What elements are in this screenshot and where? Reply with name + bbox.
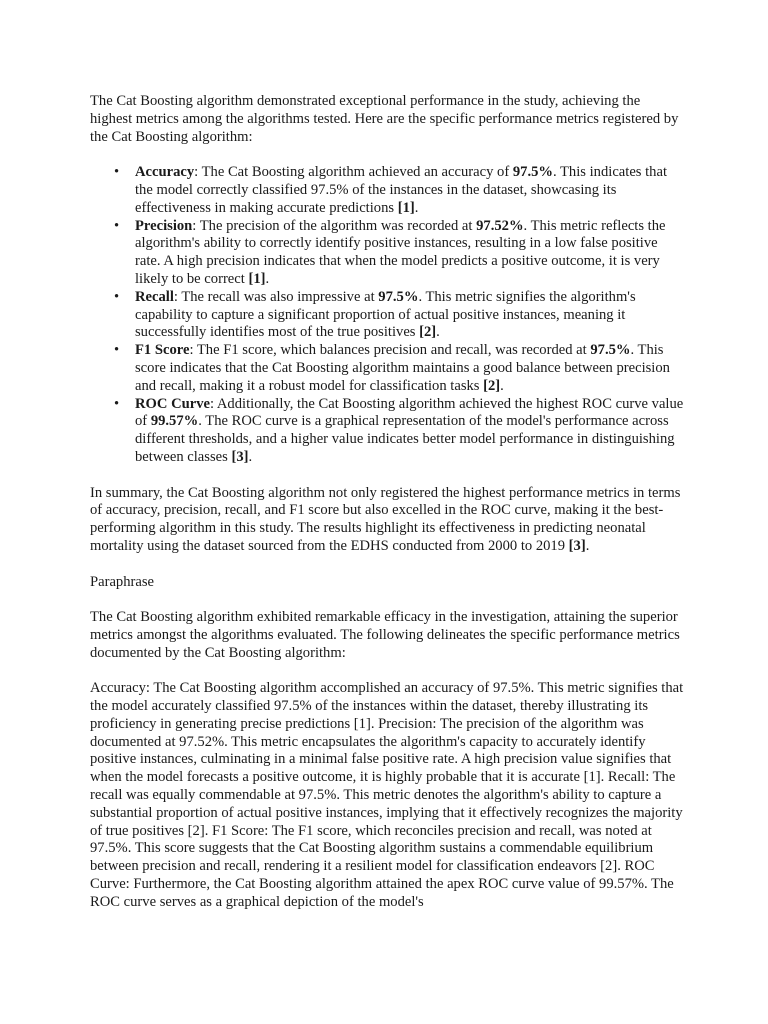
citation-ref: [3]	[231, 448, 249, 465]
metric-term: F1 Score	[135, 342, 190, 359]
metric-term: Precision	[135, 217, 193, 234]
metric-text: .	[265, 270, 270, 287]
metric-text: .	[436, 324, 440, 341]
metric-term: ROC Curve	[135, 395, 210, 412]
metric-text: .	[248, 448, 253, 465]
metric-text: . This metric signifies the algorithm's capability to capture a significant proportion of actual positive instances, meaning it successfully identifies most of the true positives	[135, 288, 636, 341]
metric-text: : The recall was also impressive at	[173, 288, 379, 305]
intro-paragraph: The Cat Boosting algorithm demonstrated exceptional performance in the study, achieving the highest metrics among the algorithms tested. Here are the specific performance metrics registered by the Cat Boosting algorithm:	[90, 93, 679, 145]
citation-ref: [1]	[397, 199, 415, 216]
metric-text: . The ROC curve is a graphical representation of the model's performance across different thresholds, and a higher value indicates better model performance in distinguishing between classes	[135, 413, 675, 465]
metric-text: : The Cat Boosting algorithm achieved an accuracy of	[194, 164, 513, 181]
metric-value: 97.52%	[476, 217, 524, 234]
metric-value: 99.57%	[150, 413, 199, 430]
paraphrase-intro: The Cat Boosting algorithm exhibited remarkable efficacy in the investigation, attaining the superior metrics amongst the algorithms evaluated. The following delineates the specific performance metrics documented by the Cat Boosting algorithm:	[90, 609, 680, 661]
metric-text: : Additionally, the Cat Boosting algorithm achieved the highest ROC curve value of	[135, 395, 684, 430]
metric-value: 97.5%	[378, 288, 419, 305]
metric-text: .	[414, 199, 419, 216]
list-item	[135, 289, 686, 342]
list-item	[135, 218, 686, 289]
list-item	[135, 396, 686, 467]
summary-text: In summary, the Cat Boosting algorithm not only registered the highest performance metrics in terms of accuracy, precision, recall, and F1 score but also excelled in the ROC curve, making it the best-performing algorithm in this study. The results highlight its effectiveness in predicting neonatal mortality using the dataset sourced from the EDHS conducted from 2000 to 2019	[90, 484, 681, 554]
citation-ref: [3]	[568, 537, 586, 554]
citation-ref: [1]	[248, 270, 266, 287]
summary-paragraph	[90, 485, 686, 556]
paraphrase-heading: Paraphrase	[90, 573, 155, 590]
document-page	[90, 93, 686, 929]
list-item	[135, 164, 686, 217]
metric-text: : The precision of the algorithm was recorded at	[192, 217, 477, 234]
citation-ref: [2]	[419, 324, 437, 341]
metric-value: 97.5%	[512, 164, 553, 181]
metric-text: . This metric reflects the algorithm's ability to correctly identify positive instances, resulting in a low false positive rate. A high precision indicates that when the model predicts a positive outcome, it is very likely to be correct	[135, 217, 666, 287]
metric-term: Recall	[135, 288, 174, 305]
metrics-list	[90, 164, 686, 467]
citation-ref: [2]	[483, 377, 501, 394]
metric-term: Accuracy	[135, 164, 195, 181]
paraphrase-body: Accuracy: The Cat Boosting algorithm accomplished an accuracy of 97.5%. This metric signifies that the model accurately classified 97.5% of the instances within the dataset, thereby illustrating its proficiency in generating precise predictions [1]. Precision: The precision of the algorithm was documented at 97.52%. This metric encapsulates the algorithm's capacity to accurately identify positive instances, culminating in a minimal false positive rate. A high precision value signifies that when the model forecasts a positive outcome, it is highly probable that it is accurate [1]. Recall: The recall was equally commendable at 97.5%. This metric denotes the algorithm's ability to capture a substantial proportion of actual positive instances, implying that it effectively recognizes the majority of true positives [2]. F1 Score: The F1 score, which reconciles precision and recall, was noted at 97.5%. This score suggests that the Cat Boosting algorithm sustains a commendable equilibrium between precision and recall, rendering it a resilient model for classification endeavors [2]. ROC Curve: Furthermore, the Cat Boosting algorithm attained the apex ROC curve value of 99.57%. The ROC curve serves as a graphical depiction of the model's	[90, 680, 684, 910]
list-item	[135, 342, 686, 395]
metric-value: 97.5%	[590, 342, 631, 359]
summary-end: .	[585, 537, 590, 554]
metric-text: .	[500, 377, 504, 394]
metric-text: . This indicates that the model correctly classified 97.5% of the instances in the dataset, showcasing its effectiveness in making accurate predictions	[135, 164, 668, 216]
metric-text: : The F1 score, which balances precision and recall, was recorded at	[189, 342, 591, 359]
metric-text: . This score indicates that the Cat Boosting algorithm maintains a good balance between precision and recall, making it a robust model for classification tasks	[135, 342, 670, 394]
